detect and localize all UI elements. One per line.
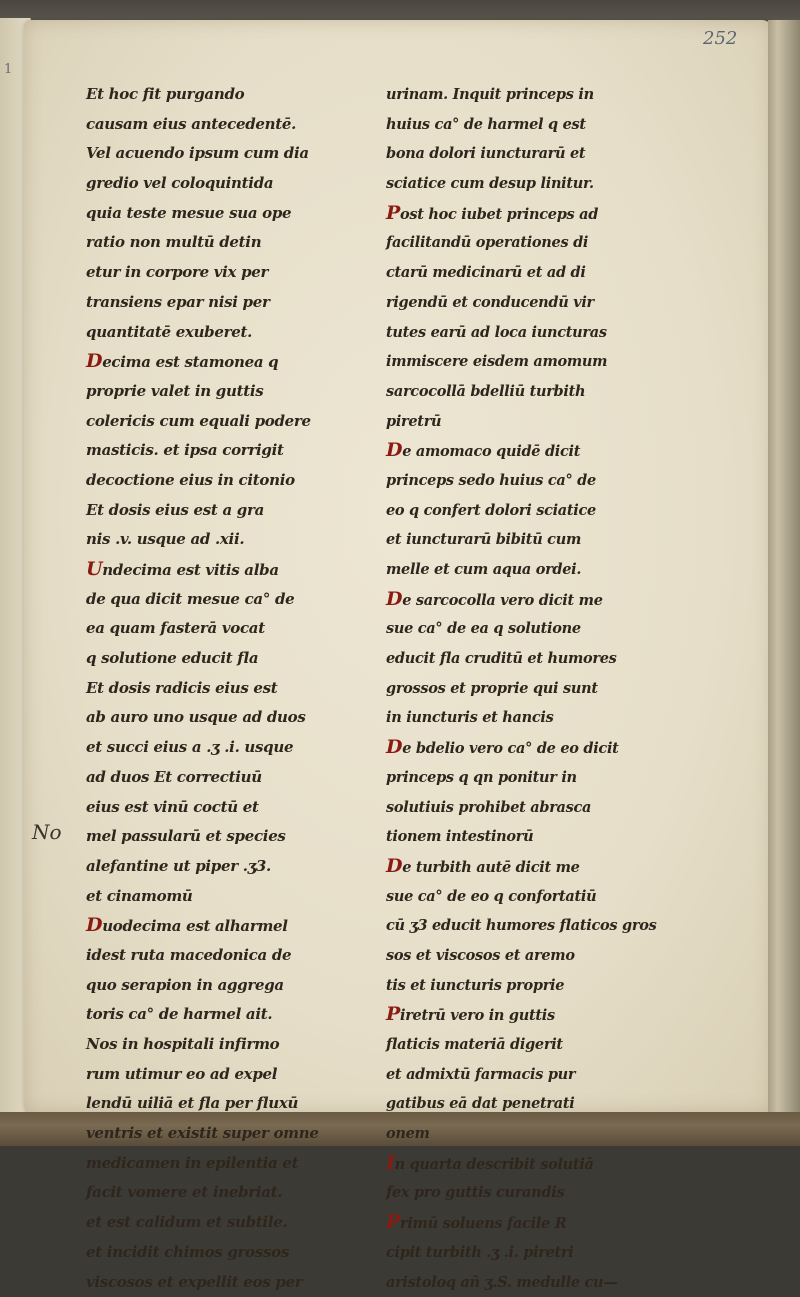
left-column-line: etur in corpore vix per <box>86 258 361 288</box>
left-column-line: de qua dicit mesue ca° de <box>86 585 361 615</box>
folio-number: 252 <box>703 28 737 49</box>
right-column-line: Post hoc iubet princeps ad <box>386 199 686 229</box>
left-column-line: facit vomere et inebriat. <box>86 1178 361 1208</box>
right-column-line: De bdelio vero ca° de eo dicit <box>386 733 686 763</box>
right-column-line: aristoloq añ ʒ.S. medulle cu— <box>386 1268 686 1297</box>
left-column-line: ab auro uno usque ad duos <box>86 703 361 733</box>
left-column-line: gredio vel coloquintida <box>86 169 361 199</box>
right-column-line: melle et cum aqua ordei. <box>386 555 686 585</box>
left-column-line: Vel acuendo ipsum cum dia <box>86 139 361 169</box>
right-column-line: sue ca° de eo q confortatiū <box>386 882 686 912</box>
right-column-line: flaticis materiā digerit <box>386 1030 686 1060</box>
right-column-line: bona dolori iuncturarū et <box>386 139 686 169</box>
left-column-line: mel passularū et species <box>86 822 361 852</box>
right-column-line: huius ca° de harmel q est <box>386 110 686 140</box>
left-column-line: proprie valet in guttis <box>86 377 361 407</box>
left-column-line: idest ruta macedonica de <box>86 941 361 971</box>
left-column-line: alefantine ut piper .ʒ3. <box>86 852 361 882</box>
left-column-line: et incidit chimos grossos <box>86 1238 361 1268</box>
right-column-line: princeps q qn ponitur in <box>386 763 686 793</box>
right-column-line: urinam. Inquit princeps in <box>386 80 686 110</box>
right-column-line: fex pro guttis curandis <box>386 1178 686 1208</box>
left-column-line: causam eius antecedentē. <box>86 110 361 140</box>
right-column-line: Piretrū vero in guttis <box>386 1000 686 1030</box>
right-column-line: in iuncturis et hancis <box>386 703 686 733</box>
right-column-line: princeps sedo huius ca° de <box>386 466 686 496</box>
left-column-line: et succi eius a .ʒ .i. usque <box>86 733 361 763</box>
right-column-line: sciatice cum desup linitur. <box>386 169 686 199</box>
left-column-line: toris ca° de harmel ait. <box>86 1000 361 1030</box>
left-column-line: lendū uiliā et fla per fluxū <box>86 1089 361 1119</box>
left-column-line: decoctione eius in citonio <box>86 466 361 496</box>
right-column-line: gatibus eā dat penetrati <box>386 1089 686 1119</box>
left-column-line: et est calidum et subtile. <box>86 1208 361 1238</box>
right-column-line: et admixtū farmacis pur <box>386 1060 686 1090</box>
right-column-line: immiscere eisdem amomum <box>386 347 686 377</box>
right-column-line: cipit turbith .ʒ .i. piretri <box>386 1238 686 1268</box>
right-column-line: onem <box>386 1119 686 1149</box>
right-column-line: piretrū <box>386 407 686 437</box>
left-column-line: Et hoc fit purgando <box>86 80 361 110</box>
left-column-line: nis .v. usque ad .xii. <box>86 525 361 555</box>
left-column-line: Et dosis radicis eius est <box>86 674 361 704</box>
left-column-line: rum utimur eo ad expel <box>86 1060 361 1090</box>
left-column-line: viscosos et expellit eos per <box>86 1268 361 1297</box>
right-column-line: cū ʒ3 educit humores flaticos gros <box>386 911 686 941</box>
right-column-line: tionem intestinorū <box>386 822 686 852</box>
right-column-line: et iuncturarū bibitū cum <box>386 525 686 555</box>
left-column-line: Nos in hospitali infirmo <box>86 1030 361 1060</box>
left-column-line: et cinamomū <box>86 882 361 912</box>
left-column-line: q solutione educit fla <box>86 644 361 674</box>
left-column-line: Et dosis eius est a gra <box>86 496 361 526</box>
left-column-line: transiens epar nisi per <box>86 288 361 318</box>
right-column-line: Primū soluens facile R <box>386 1208 686 1238</box>
left-text-column <box>86 80 361 1297</box>
left-column-line: colericis cum equali podere <box>86 407 361 437</box>
left-column-line: quantitatē exuberet. <box>86 318 361 348</box>
right-column-line: sue ca° de ea q solutione <box>386 614 686 644</box>
right-column-line: sarcocollā bdelliū turbith <box>386 377 686 407</box>
right-column-line: De amomaco quidē dicit <box>386 436 686 466</box>
right-column-line: solutiuis prohibet abrasca <box>386 793 686 823</box>
right-column-line: facilitandū operationes di <box>386 228 686 258</box>
page-stack-edge <box>768 20 800 1115</box>
left-column-line: ventris et existit super omne <box>86 1119 361 1149</box>
right-column-line: rigendū et conducendū vir <box>386 288 686 318</box>
right-column-line: grossos et proprie qui sunt <box>386 674 686 704</box>
left-column-line: Undecima est vitis alba <box>86 555 361 585</box>
left-column-line: masticis. et ipsa corrigit <box>86 436 361 466</box>
left-column-line: quo serapion in aggrega <box>86 971 361 1001</box>
left-column-line: ad duos Et correctiuū <box>86 763 361 793</box>
marginal-note: No <box>32 820 62 844</box>
left-column-line: Duodecima est alharmel <box>86 911 361 941</box>
right-column-line: tutes earū ad loca iuncturas <box>386 318 686 348</box>
previous-page-mark: 1 <box>4 62 12 77</box>
right-column-line: sos et viscosos et aremo <box>386 941 686 971</box>
left-column-line: ratio non multū detin <box>86 228 361 258</box>
right-column-line: De turbith autē dicit me <box>386 852 686 882</box>
right-text-column <box>386 80 686 1297</box>
left-column-line: Decima est stamonea q <box>86 347 361 377</box>
right-column-line: ctarū medicinarū et ad di <box>386 258 686 288</box>
right-column-line: In quarta describit solutiā <box>386 1149 686 1179</box>
left-column-line: eius est vinū coctū et <box>86 793 361 823</box>
left-column-line: ea quam fasterā vocat <box>86 614 361 644</box>
book-binding-top <box>0 0 800 22</box>
right-column-line: De sarcocolla vero dicit me <box>386 585 686 615</box>
right-column-line: tis et iuncturis proprie <box>386 971 686 1001</box>
right-column-line: educit fla cruditū et humores <box>386 644 686 674</box>
left-column-line: medicamen in epilentia et <box>86 1149 361 1179</box>
left-column-line: quia teste mesue sua ope <box>86 199 361 229</box>
right-column-line: eo q confert dolori sciatice <box>386 496 686 526</box>
